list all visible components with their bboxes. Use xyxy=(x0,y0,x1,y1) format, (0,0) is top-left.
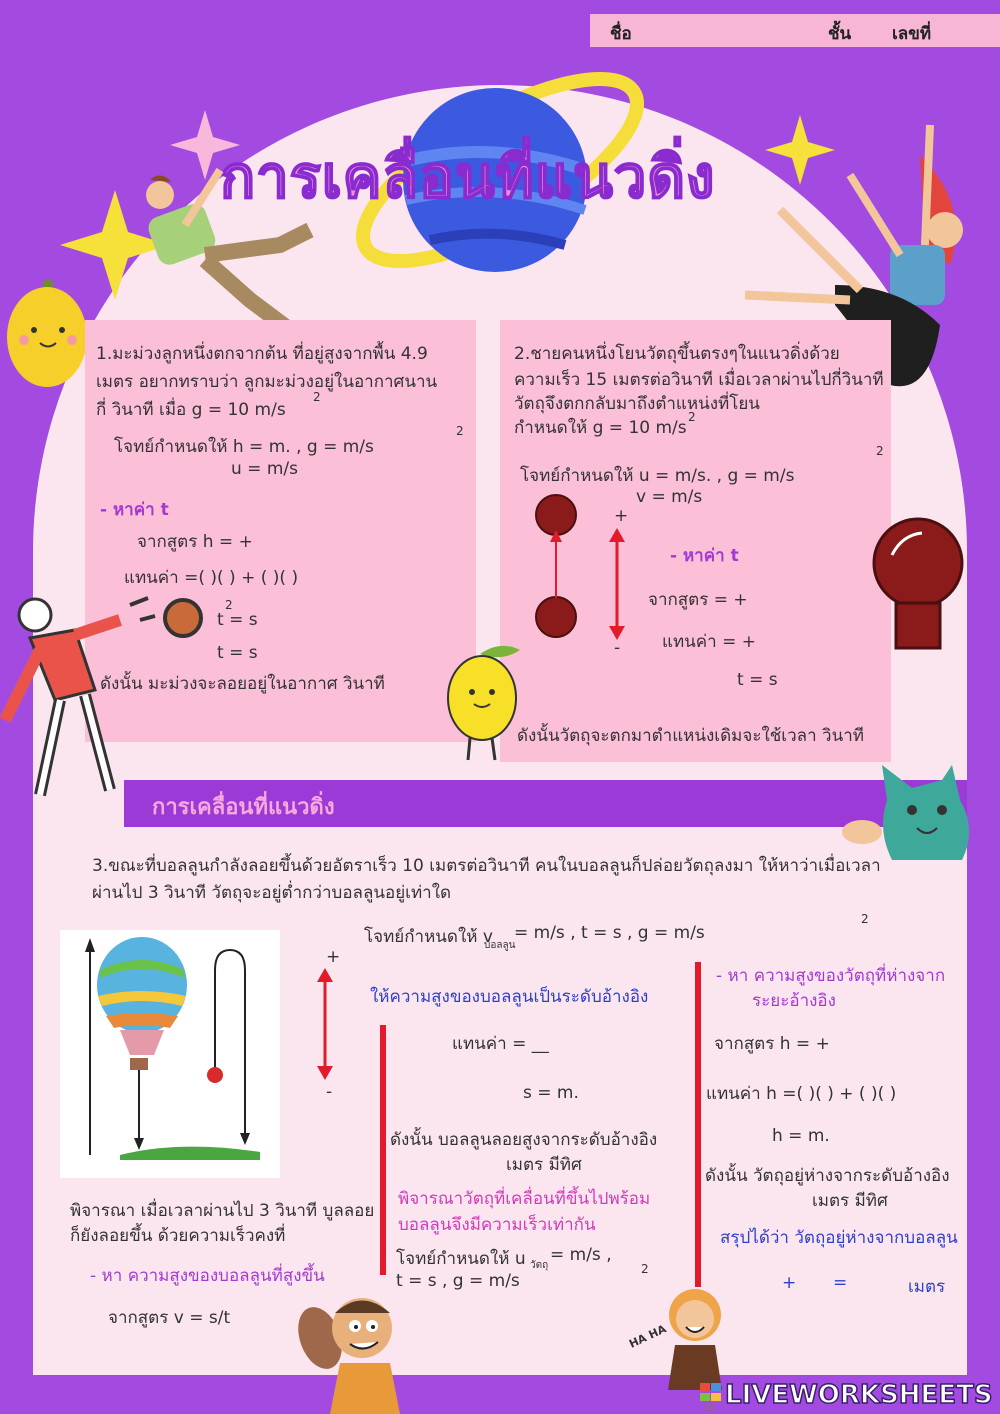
q2-line-4: กำหนดให้ g = 10 m/s xyxy=(514,418,687,438)
q1-t2: t = s xyxy=(217,610,258,630)
q3-given-a: โจทย์กำหนดให้ v xyxy=(364,927,493,947)
cat-illustration xyxy=(842,760,977,860)
q3-left-find: - หา ความสูงของบอลลูนที่สูงขึ้น xyxy=(90,1266,325,1286)
q2-t: t = s xyxy=(737,670,778,690)
laughing-girl-illustration xyxy=(650,1285,740,1390)
q3-mid-answer-2: เมตร มีทิศ xyxy=(506,1155,582,1175)
q2-line-3: วัตถุจึงตกกลับมาถึงตำแหน่งที่โยน xyxy=(514,394,760,414)
q3-final-unit: เมตร xyxy=(908,1277,946,1297)
q2-find: - หาค่า t xyxy=(670,546,739,566)
q3-final-plus: + xyxy=(782,1273,797,1293)
q3-right-substitute: แทนค่า h =( )( ) + ( )( ) xyxy=(706,1084,897,1104)
q1-given-2: u = m/s xyxy=(231,459,298,479)
q3-consider-object-2: บอลลูนจึงมีความเร็วเท่ากัน xyxy=(398,1215,596,1235)
q3-line-1: 3.ขณะที่บอลลูนกำลังลอยขึ้นด้วยอัตราเร็ว 10 เมตรต่อวินาที คนในบอลลูนก็ปล่อยวัตถุลงมา ให้หาว่าเมื่อเวลา xyxy=(92,856,881,876)
falling-man-illustration xyxy=(130,150,320,340)
q2-line-2: ความเร็ว 15 เมตรต่อวินาที เมื่อเวลาผ่านไปกี่วินาที xyxy=(514,370,884,390)
red-divider xyxy=(695,962,701,1287)
q2-minus-sign: - xyxy=(614,638,621,658)
direction-arrow-icon xyxy=(606,528,628,640)
q1-answer: ดังนั้น มะม่วงจะลอยอยู่ในอากาศ วินาที xyxy=(100,674,385,694)
q3-mid-answer-1: ดังนั้น บอลลูนลอยสูงจากระดับอ้างอิง xyxy=(390,1130,658,1150)
q1-line-3-sup: 2 xyxy=(313,390,321,404)
q2-given: โจทย์กำหนดให้ u = m/s. , g = m/s xyxy=(520,466,795,486)
thrown-object-diagram xyxy=(528,490,588,650)
q3-right-answer-1: ดังนั้น วัตถุอยู่ห่างจากระดับอ้างอิง xyxy=(705,1166,950,1186)
q2-given-sup: 2 xyxy=(876,444,884,458)
q3-given-sup: 2 xyxy=(861,912,869,926)
q2-line-1: 2.ชายคนหนึ่งโยนวัตถุขึ้นตรงๆในแนวดิ่งด้วย xyxy=(514,344,840,364)
q3-given2-a: โจทย์กำหนดให้ u xyxy=(396,1249,526,1269)
q3-left-formula: จากสูตร v = s/t xyxy=(108,1308,231,1328)
q3-given2-b: = m/s , xyxy=(550,1245,612,1265)
q3-given2-sup: 2 xyxy=(641,1262,649,1276)
q1-substitute: แทนค่า =( )( ) + ( )( ) xyxy=(124,568,299,588)
caveman-illustration xyxy=(290,1288,410,1414)
ha-ha-text: HA HA xyxy=(627,1322,669,1351)
q3-given2-c: t = s , g = m/s xyxy=(396,1271,520,1291)
liveworksheets-brand: LIVEWORKSHEETS xyxy=(725,1380,993,1410)
q3-mid-substitute: แทนค่า = __ xyxy=(452,1034,549,1054)
q1-line-3: กี่ วินาที เมื่อ g = 10 m/s xyxy=(96,400,286,420)
q1-given-sup: 2 xyxy=(456,424,464,438)
q2-plus-sign: + xyxy=(614,506,629,526)
number-label: เลขที่ xyxy=(892,24,932,44)
q3-right-formula: จากสูตร h = + xyxy=(714,1034,830,1054)
q3-right-h: h = m. xyxy=(772,1126,830,1146)
q2-formula: จากสูตร = + xyxy=(648,590,748,610)
q3-minus-sign: - xyxy=(326,1082,333,1102)
liveworksheets-logo-icon xyxy=(700,1383,722,1411)
q3-given2-sub: วัตถุ xyxy=(530,1260,549,1271)
name-label: ชื่อ xyxy=(610,24,632,44)
ball-thrower-illustration xyxy=(0,590,215,805)
q2-line-4-sup: 2 xyxy=(688,410,696,424)
direction-arrow-icon xyxy=(314,968,336,1080)
q2-answer: ดังนั้นวัตถุจะตกมาตำแหน่งเดิมจะใช้เวลา วินาที xyxy=(517,726,864,746)
page-title: การเคลื่อนที่แนวดิ่ง xyxy=(220,143,716,211)
q3-plus-sign: + xyxy=(326,947,341,967)
q3-summary: สรุปได้ว่า วัตถุอยู่ห่างจากบอลลูน xyxy=(720,1228,958,1248)
q1-line-1: 1.มะม่วงลูกหนึ่งตกจากต้น ที่อยู่สูงจากพื้น 4.9 xyxy=(96,344,428,364)
class-label: ชั้น xyxy=(828,24,852,44)
q1-formula: จากสูตร h = + xyxy=(137,532,253,552)
q3-reference-note: ให้ความสูงของบอลลูนเป็นระดับอ้างอิง xyxy=(370,987,649,1007)
q2-substitute: แทนค่า = + xyxy=(662,632,756,652)
q3-given-sub: บอลลูน xyxy=(484,940,516,951)
mango-mascot-icon xyxy=(2,275,92,395)
q1-find: - หาค่า t xyxy=(100,500,169,520)
q3-right-answer-2: เมตร มีทิศ xyxy=(812,1191,888,1211)
q3-left-consider-2: ก็ยังลอยขึ้น ด้วยความเร็วคงที่ xyxy=(70,1226,286,1246)
section-header xyxy=(124,780,967,827)
section-title: การเคลื่อนที่แนวดิ่ง xyxy=(152,795,335,820)
q3-final-equals: = xyxy=(833,1273,848,1293)
q1-t: t = s xyxy=(217,643,258,663)
red-divider xyxy=(380,1025,386,1275)
q1-line-2: เมตร อยากทราบว่า ลูกมะม่วงอยู่ในอากาศนาน xyxy=(96,372,438,392)
q3-mid-s: s = m. xyxy=(523,1083,579,1103)
q1-t2-sup: 2 xyxy=(225,598,233,612)
hot-air-balloon-diagram xyxy=(60,930,280,1178)
q3-consider-object-1: พิจารณาวัตถุที่เคลื่อนที่ขึ้นไปพร้อม xyxy=(398,1189,651,1209)
q1-given: โจทย์กำหนดให้ h = m. , g = m/s xyxy=(114,437,374,457)
q3-line-2: ผ่านไป 3 วินาที วัตถุจะอยู่ต่ำกว่าบอลลูนอยู่เท่าใด xyxy=(92,883,452,903)
q3-right-find-1: - หา ความสูงของวัตถุที่ห่างจาก xyxy=(716,966,946,986)
q2-given-2: v = m/s xyxy=(636,487,703,507)
mango-character-icon xyxy=(440,640,530,765)
q3-right-find-2: ระยะอ้างอิง xyxy=(752,991,836,1011)
boxing-glove-icon xyxy=(872,515,968,650)
q3-given-b: = m/s , t = s , g = m/s xyxy=(514,923,705,943)
q3-left-consider-1: พิจารณา เมื่อเวลาผ่านไป 3 วินาที บูลลอย xyxy=(70,1201,375,1221)
